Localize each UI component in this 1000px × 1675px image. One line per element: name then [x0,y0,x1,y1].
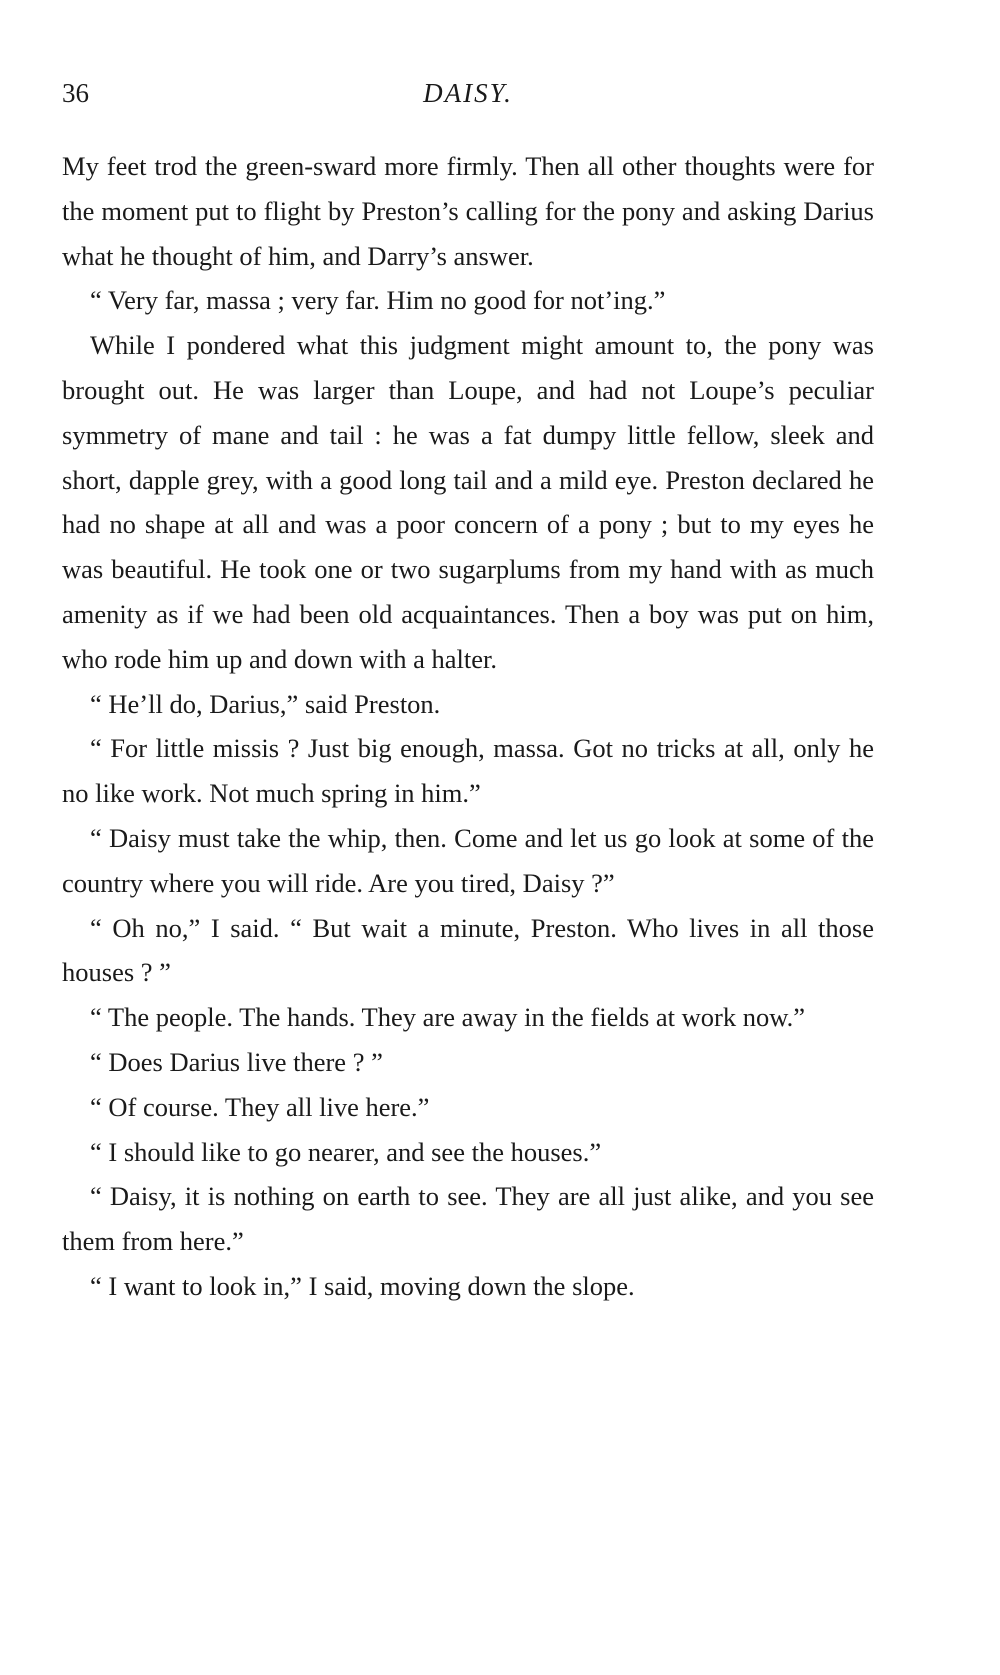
paragraph: “ Very far, massa ; very far. Him no good for not’ing.” [90,285,666,316]
paragraph: “ He’ll do, Darius,” said Preston. [90,688,441,719]
page-header [62,78,874,118]
body-text [62,144,874,1309]
paragraph: “ Of course. They all live here.” [90,1091,430,1122]
paragraph: “ Daisy must take the whip, then. Come and let us go look at some of the country where you will ride. Are you tired, Daisy ?” [62,822,874,898]
page-number: 36 [62,78,89,108]
book-page [62,78,874,1309]
paragraph: “ The people. The hands. They are away in the fields at work now.” [90,1002,806,1033]
paragraph: “ Daisy, it is nothing on earth to see. They are all just alike, and you see them from here.” [62,1181,874,1257]
paragraph: “ Does Darius live there ? ” [90,1046,383,1077]
paragraph: While I pondered what this judgment might amount to, the pony was brought out. He was larger than Loupe, and had not Loupe’s peculiar symmetry of mane and tail : he was a fat dumpy little fellow, sleek and short, dapple grey, with a good long tail and a mild eye. Preston declared he had no shape at all and was a poor concern of a pony ; but to my eyes he was beautiful. He took one or two sugarplums from my hand with as much amenity as if we had been old acquaintances. Then a boy was put on him, who rode him up and down with a halter. [62,330,874,674]
paragraph: My feet trod the green-sward more firmly. Then all other thoughts were for the moment put to flight by Preston’s calling for the pony and asking Darius what he thought of him, and Darry’s answer. [62,151,874,271]
paragraph: “ I should like to go nearer, and see the houses.” [90,1136,602,1167]
paragraph: “ Oh no,” I said. “ But wait a minute, Preston. Who lives in all those houses ? ” [62,912,874,988]
running-title: DAISY. [423,78,513,108]
paragraph: “ For little missis ? Just big enough, massa. Got no tricks at all, only he no like work. Not much spring in him.” [62,733,874,809]
paragraph: “ I want to look in,” I said, moving down the slope. [90,1270,635,1301]
